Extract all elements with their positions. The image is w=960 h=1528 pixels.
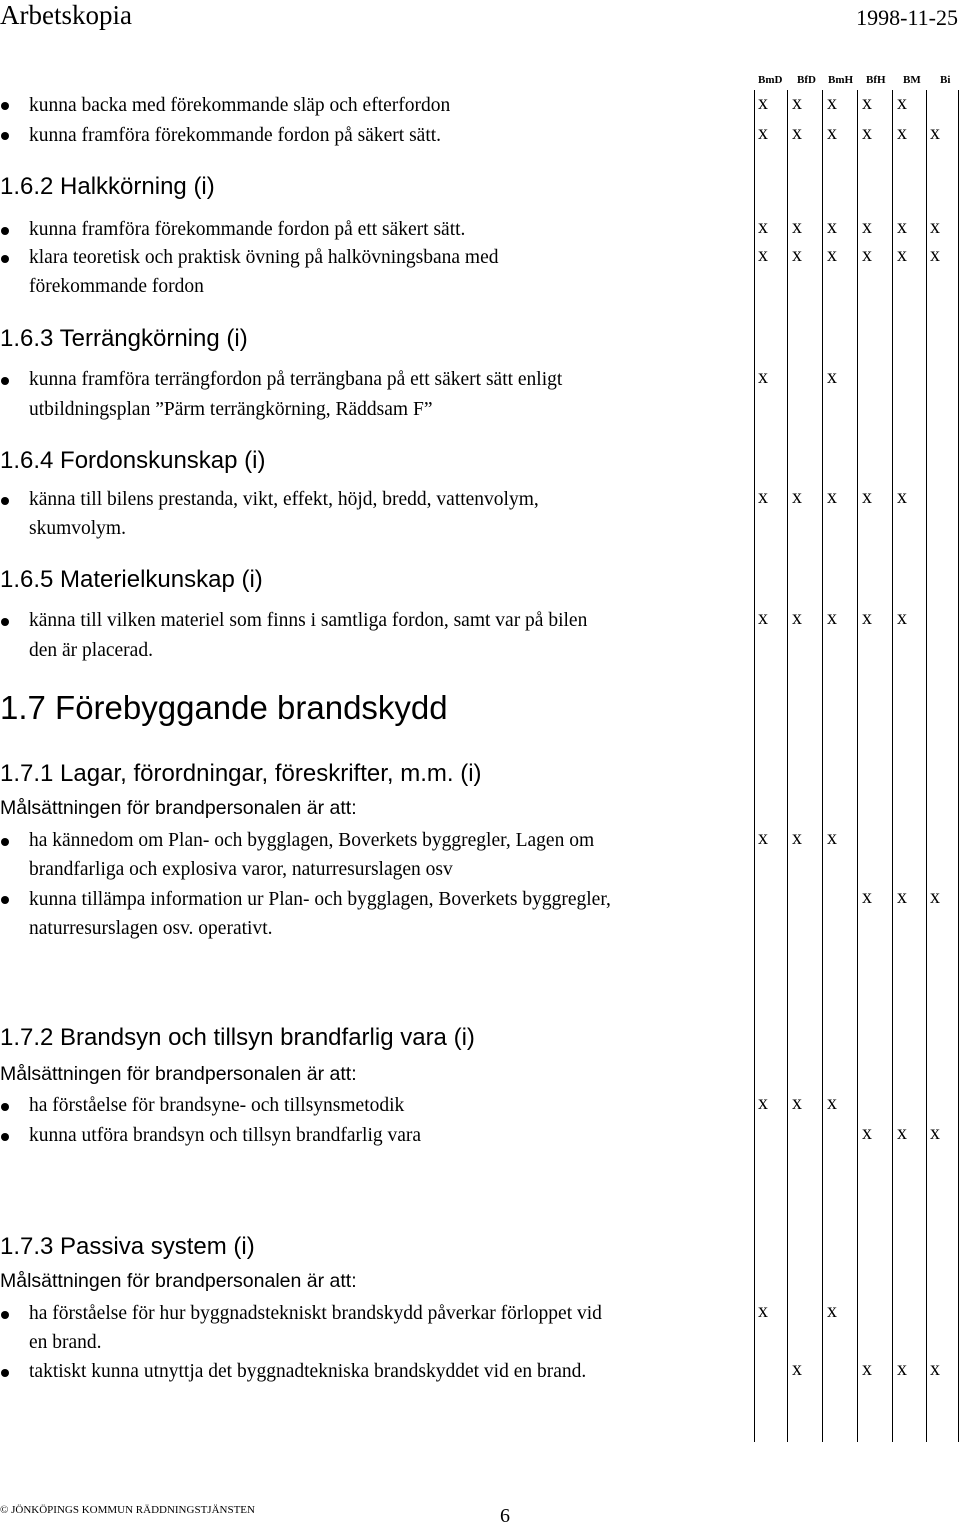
requirement-mark: x	[897, 122, 907, 144]
requirement-mark: x	[827, 244, 837, 266]
objective-text: kunna framföra förekommande fordon på ett säkert sätt.	[29, 219, 466, 240]
column-divider	[926, 90, 927, 1442]
requirement-mark: x	[897, 1122, 907, 1144]
objective-text-cont: utbildningsplan ”Pärm terrängkörning, Räddsam F”	[29, 399, 433, 420]
requirement-mark: x	[827, 827, 837, 849]
objective-text: kunna tillämpa information ur Plan- och bygglagen, Boverkets byggregler,	[29, 889, 611, 910]
requirement-mark: x	[897, 216, 907, 238]
page-number: 6	[500, 1505, 510, 1527]
column-divider	[958, 90, 959, 1442]
objective-text: klara teoretisk och praktisk övning på halkövningsbana med	[29, 247, 499, 268]
column-divider	[892, 90, 893, 1442]
objective-text: känna till vilken materiel som finns i samtliga fordon, samt var på bilen	[29, 610, 588, 631]
intro-text: Målsättningen för brandpersonalen är att:	[0, 797, 357, 819]
requirement-mark: x	[930, 1358, 940, 1380]
requirement-mark: x	[792, 1358, 802, 1380]
footer-organization: © JÖNKÖPINGS KOMMUN RÄDDNINGSTJÄNSTEN	[0, 1504, 255, 1516]
requirement-mark: x	[930, 1122, 940, 1144]
requirement-mark: x	[897, 486, 907, 508]
requirement-mark: x	[792, 486, 802, 508]
requirement-mark: x	[862, 244, 872, 266]
requirement-mark: x	[827, 607, 837, 629]
requirement-mark: x	[862, 92, 872, 114]
section-heading: 1.6.4 Fordonskunskap (i)	[0, 447, 266, 474]
bullet-icon	[1, 1311, 9, 1319]
objective-text: ha förståelse för hur byggnadstekniskt brandskydd påverkar förloppet vid	[29, 1303, 602, 1324]
column-header-bmh: BmH	[828, 74, 854, 86]
requirement-mark: x	[862, 486, 872, 508]
requirement-mark: x	[897, 244, 907, 266]
objective-text: kunna framföra terrängfordon på terrängbana på ett säkert sätt enligt	[29, 369, 563, 390]
objective-text-cont: skumvolym.	[29, 518, 126, 539]
objective-text: taktiskt kunna utnyttja det byggnadtekniska brandskyddet vid en brand.	[29, 1361, 587, 1382]
objective-text: kunna backa med förekommande släp och efterfordon	[29, 95, 451, 116]
section-heading: 1.6.5 Materielkunskap (i)	[0, 566, 263, 593]
requirement-mark: x	[758, 827, 768, 849]
requirement-mark: x	[862, 1122, 872, 1144]
requirement-mark: x	[758, 122, 768, 144]
column-header-bmd: BmD	[758, 74, 783, 86]
requirement-mark: x	[792, 216, 802, 238]
bullet-icon	[1, 1133, 9, 1141]
section-heading: 1.6.3 Terrängkörning (i)	[0, 325, 248, 352]
bullet-icon	[1, 132, 9, 140]
requirement-mark: x	[827, 366, 837, 388]
objective-text: ha förståelse för brandsyne- och tillsynsmetodik	[29, 1095, 405, 1116]
requirement-mark: x	[758, 1092, 768, 1114]
objective-text: kunna framföra förekommande fordon på säkert sätt.	[29, 125, 442, 146]
bullet-icon	[1, 1103, 9, 1111]
requirement-mark: x	[827, 122, 837, 144]
requirement-mark: x	[930, 216, 940, 238]
requirement-mark: x	[930, 244, 940, 266]
requirement-mark: x	[827, 486, 837, 508]
requirement-mark: x	[827, 1092, 837, 1114]
requirement-mark: x	[758, 607, 768, 629]
requirement-mark: x	[792, 244, 802, 266]
bullet-icon	[1, 838, 9, 846]
chapter-heading: 1.7 Förebyggande brandskydd	[0, 689, 448, 726]
requirement-mark: x	[758, 216, 768, 238]
requirement-mark: x	[758, 92, 768, 114]
objective-text-cont: den är placerad.	[29, 640, 153, 661]
objective-text: kunna utföra brandsyn och tillsyn brandfarlig vara	[29, 1125, 422, 1146]
column-header-bi: Bi	[940, 74, 951, 86]
column-divider	[787, 90, 788, 1442]
requirement-mark: x	[792, 92, 802, 114]
requirement-mark: x	[758, 486, 768, 508]
bullet-icon	[1, 1369, 9, 1377]
column-header-bfd: BfD	[797, 74, 816, 86]
requirement-mark: x	[758, 366, 768, 388]
section-heading: 1.7.2 Brandsyn och tillsyn brandfarlig vara (i)	[0, 1024, 475, 1051]
bullet-icon	[1, 896, 9, 904]
requirement-mark: x	[897, 886, 907, 908]
requirement-mark: x	[862, 216, 872, 238]
objective-text-cont: naturresurslagen osv. operativt.	[29, 918, 273, 939]
requirement-mark: x	[792, 122, 802, 144]
column-divider	[857, 90, 858, 1442]
requirement-mark: x	[827, 1300, 837, 1322]
bullet-icon	[1, 618, 9, 626]
requirement-mark: x	[862, 122, 872, 144]
requirement-mark: x	[758, 244, 768, 266]
column-divider	[822, 90, 823, 1442]
page-title: Arbetskopia	[0, 0, 132, 30]
requirement-mark: x	[862, 607, 872, 629]
requirement-mark: x	[897, 1358, 907, 1380]
bullet-icon	[1, 227, 9, 235]
requirement-mark: x	[827, 216, 837, 238]
column-header-bfh: BfH	[866, 74, 886, 86]
section-heading: 1.6.2 Halkkörning (i)	[0, 173, 215, 200]
objective-text-cont: en brand.	[29, 1332, 102, 1353]
intro-text: Målsättningen för brandpersonalen är att:	[0, 1063, 357, 1085]
requirement-mark: x	[792, 827, 802, 849]
column-divider	[754, 90, 755, 1442]
requirement-mark: x	[862, 1358, 872, 1380]
document-date: 1998-11-25	[856, 5, 958, 30]
bullet-icon	[1, 102, 9, 110]
bullet-icon	[1, 497, 9, 505]
section-heading: 1.7.3 Passiva system (i)	[0, 1233, 255, 1260]
section-heading: 1.7.1 Lagar, förordningar, föreskrifter, m.m. (i)	[0, 760, 482, 787]
requirement-mark: x	[792, 1092, 802, 1114]
requirement-mark: x	[827, 92, 837, 114]
requirement-mark: x	[862, 886, 872, 908]
objective-text: känna till bilens prestanda, vikt, effekt, höjd, bredd, vattenvolym,	[29, 489, 539, 510]
requirement-mark: x	[897, 92, 907, 114]
objective-text-cont: förekommande fordon	[29, 276, 204, 297]
objective-text-cont: brandfarliga och explosiva varor, naturresurslagen osv	[29, 859, 453, 880]
requirement-mark: x	[758, 1300, 768, 1322]
bullet-icon	[1, 377, 9, 385]
intro-text: Målsättningen för brandpersonalen är att:	[0, 1270, 357, 1292]
objective-text: ha kännedom om Plan- och bygglagen, Boverkets byggregler, Lagen om	[29, 830, 595, 851]
requirement-mark: x	[792, 607, 802, 629]
requirement-mark: x	[930, 886, 940, 908]
bullet-icon	[1, 255, 9, 263]
column-header-bm: BM	[903, 74, 921, 86]
requirement-mark: x	[897, 607, 907, 629]
requirement-mark: x	[930, 122, 940, 144]
